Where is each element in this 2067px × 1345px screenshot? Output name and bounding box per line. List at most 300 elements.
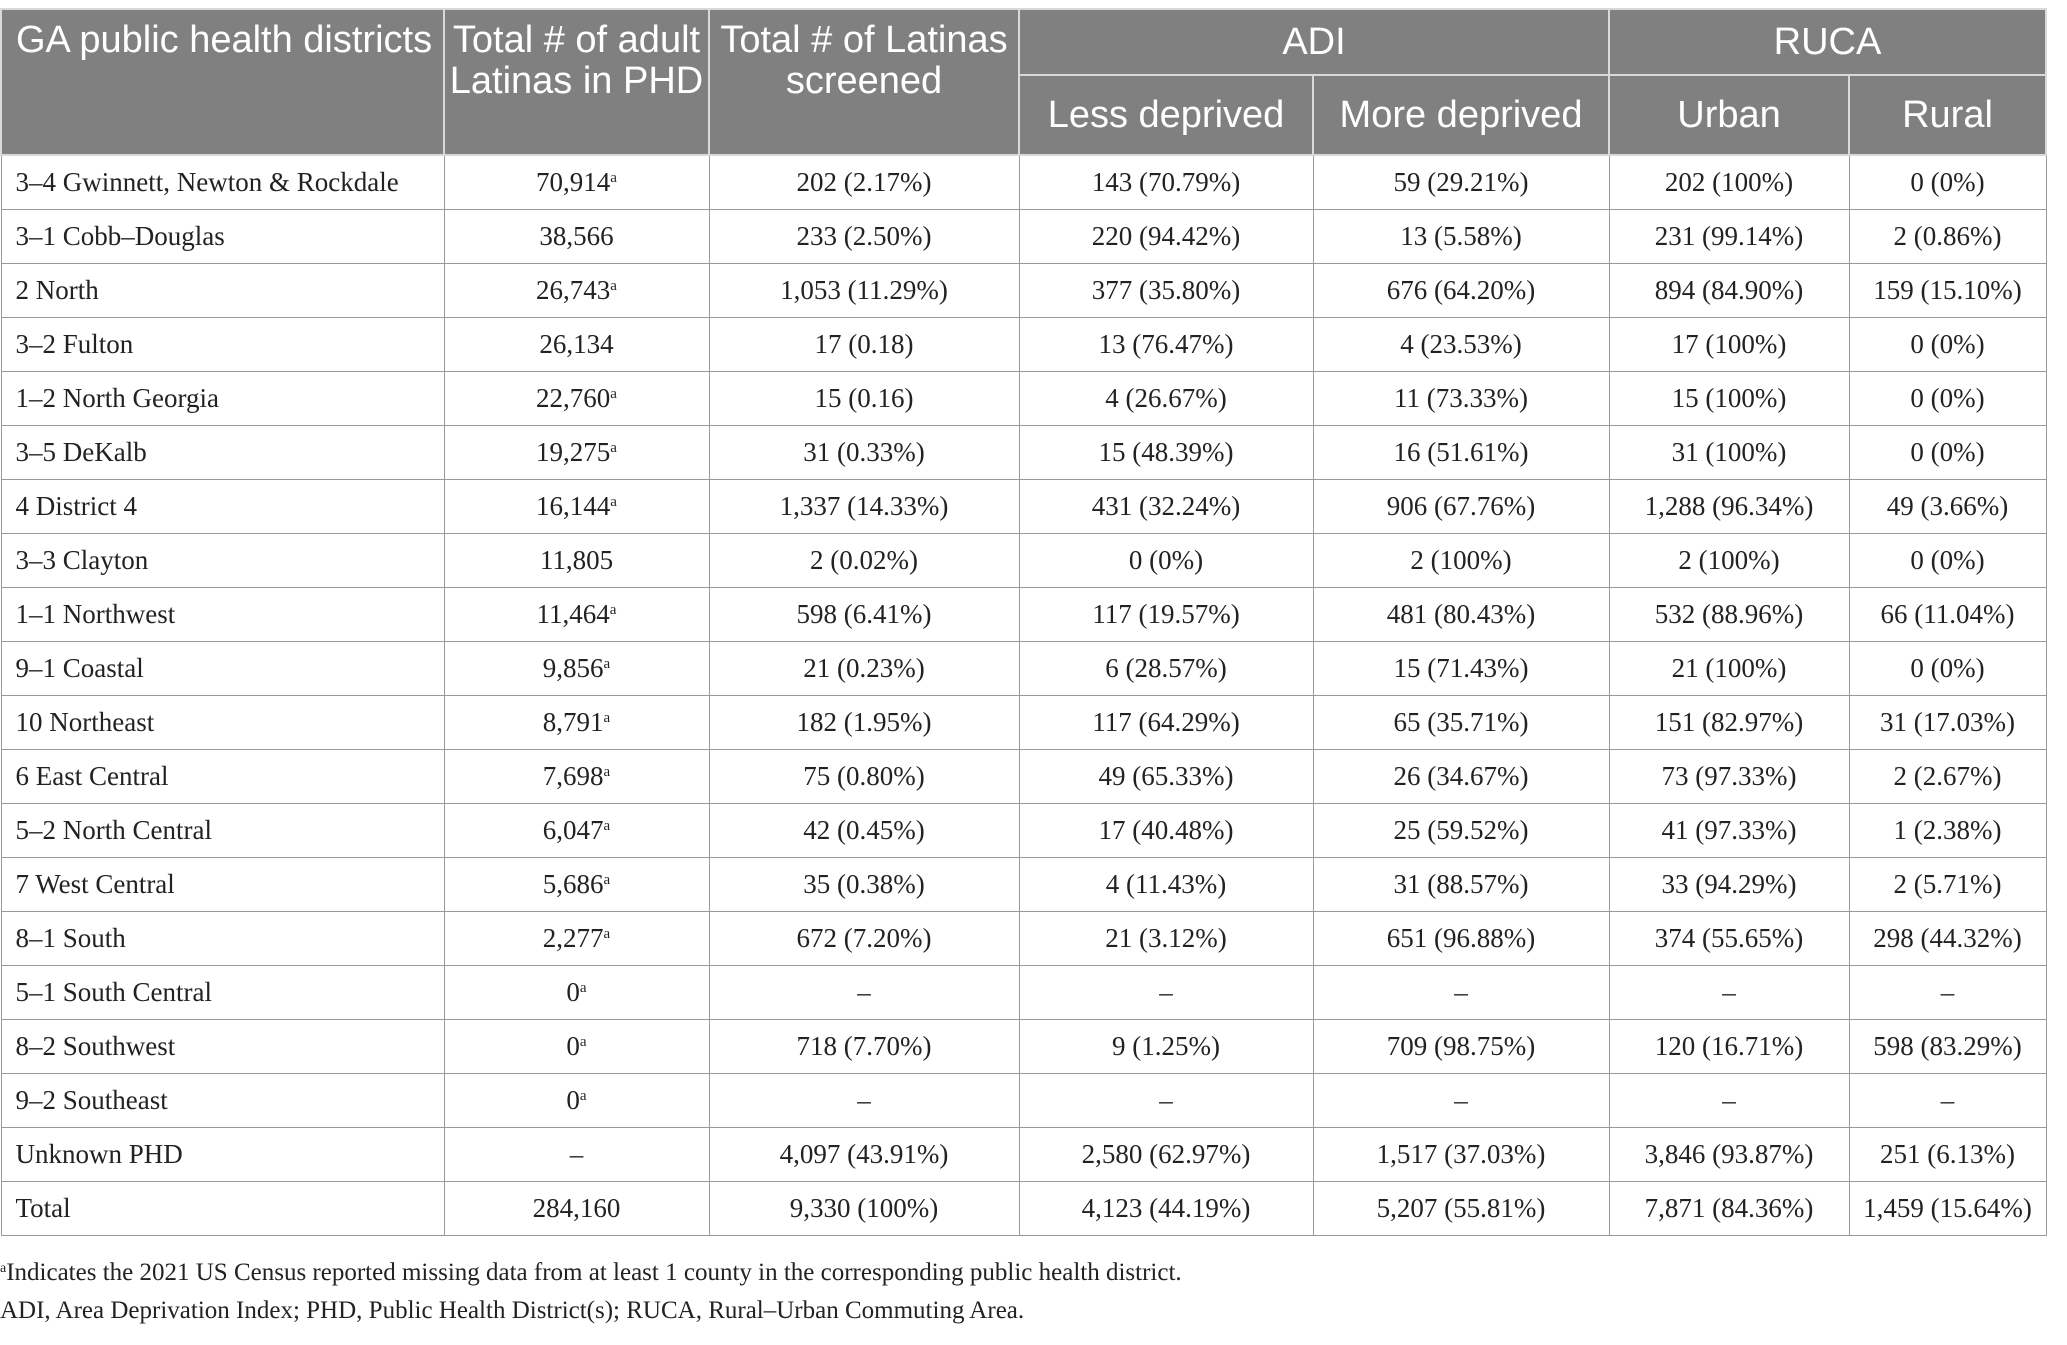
cell-more-deprived bbox=[1313, 1020, 1609, 1074]
cell-district bbox=[1, 1182, 444, 1236]
cell-rural bbox=[1849, 804, 2046, 858]
cell-district-value: 9–2 Southeast bbox=[15, 1085, 168, 1115]
cell-urban-value: 231 (99.14%) bbox=[1654, 221, 1804, 251]
cell-less-deprived bbox=[1019, 1020, 1313, 1074]
cell-more-deprived bbox=[1313, 426, 1609, 480]
cell-district bbox=[1, 480, 444, 534]
cell-urban-value: 21 (100%) bbox=[1671, 653, 1787, 683]
cell-urban bbox=[1609, 318, 1849, 372]
cell-less-deprived bbox=[1019, 1074, 1313, 1128]
table-row bbox=[1, 912, 2046, 966]
cell-district-value: 3–5 DeKalb bbox=[15, 437, 147, 467]
cell-less-deprived bbox=[1019, 588, 1313, 642]
header-rural: Rural bbox=[1849, 75, 2046, 155]
footnote-marker: a bbox=[603, 872, 611, 888]
cell-less-deprived bbox=[1019, 318, 1313, 372]
cell-screened bbox=[709, 966, 1019, 1020]
cell-district-value: 3–4 Gwinnett, Newton & Rockdale bbox=[15, 167, 399, 197]
cell-screened bbox=[709, 642, 1019, 696]
cell-less-deprived-value: 2,580 (62.97%) bbox=[1081, 1139, 1251, 1169]
footnote-marker: a bbox=[610, 494, 617, 510]
cell-total-adult bbox=[444, 318, 709, 372]
cell-more-deprived bbox=[1313, 696, 1609, 750]
cell-total-adult bbox=[444, 588, 709, 642]
table-row bbox=[1, 588, 2046, 642]
table-row bbox=[1, 534, 2046, 588]
cell-district-value: 3–1 Cobb–Douglas bbox=[15, 221, 225, 251]
cell-rural-value: 2 (2.67%) bbox=[1893, 761, 2002, 791]
cell-urban-value: 41 (97.33%) bbox=[1661, 815, 1797, 845]
cell-urban-value: 7,871 (84.36%) bbox=[1644, 1193, 1814, 1223]
footnote-marker: a bbox=[610, 278, 617, 294]
cell-district-value: 9–1 Coastal bbox=[15, 653, 144, 683]
cell-more-deprived-value: 25 (59.52%) bbox=[1393, 815, 1529, 845]
cell-total-adult bbox=[444, 372, 709, 426]
cell-more-deprived-value: 481 (80.43%) bbox=[1386, 599, 1536, 629]
cell-rural bbox=[1849, 534, 2046, 588]
cell-more-deprived bbox=[1313, 155, 1609, 210]
cell-rural-value: 49 (3.66%) bbox=[1886, 491, 2009, 521]
cell-rural bbox=[1849, 372, 2046, 426]
cell-total-adult-value: – bbox=[569, 1139, 584, 1169]
cell-rural-value: 0 (0%) bbox=[1910, 437, 1985, 467]
cell-district bbox=[1, 534, 444, 588]
cell-urban-value: 202 (100%) bbox=[1664, 167, 1794, 197]
cell-district-value: 5–2 North Central bbox=[15, 815, 212, 845]
cell-less-deprived-value: – bbox=[1159, 977, 1173, 1007]
cell-screened bbox=[709, 264, 1019, 318]
cell-district bbox=[1, 1020, 444, 1074]
cell-screened bbox=[709, 534, 1019, 588]
cell-less-deprived bbox=[1019, 858, 1313, 912]
cell-urban bbox=[1609, 426, 1849, 480]
cell-screened bbox=[709, 1182, 1019, 1236]
cell-district-value: 1–1 Northwest bbox=[15, 599, 176, 629]
cell-more-deprived bbox=[1313, 264, 1609, 318]
cell-screened-value: 202 (2.17%) bbox=[796, 167, 932, 197]
cell-screened bbox=[709, 750, 1019, 804]
cell-screened-value: 672 (7.20%) bbox=[796, 923, 932, 953]
cell-less-deprived bbox=[1019, 264, 1313, 318]
cell-rural bbox=[1849, 1020, 2046, 1074]
cell-district-value: 2 North bbox=[15, 275, 99, 305]
cell-less-deprived-value: 13 (76.47%) bbox=[1098, 329, 1234, 359]
cell-rural-value: 0 (0%) bbox=[1910, 653, 1985, 683]
table-row bbox=[1, 858, 2046, 912]
footnote-marker: a bbox=[0, 1261, 7, 1276]
cell-less-deprived bbox=[1019, 210, 1313, 264]
footnote-marker: a bbox=[603, 764, 611, 780]
footnote-marker: a bbox=[579, 1088, 587, 1104]
table-row bbox=[1, 372, 2046, 426]
cell-total-adult-value: 5,686 bbox=[542, 869, 604, 899]
cell-total-adult-value: 0 bbox=[566, 1031, 580, 1061]
cell-district bbox=[1, 210, 444, 264]
cell-total-adult-value: 7,698 bbox=[542, 761, 604, 791]
cell-urban bbox=[1609, 966, 1849, 1020]
cell-more-deprived bbox=[1313, 1182, 1609, 1236]
cell-rural bbox=[1849, 210, 2046, 264]
cell-less-deprived-value: 9 (1.25%) bbox=[1112, 1031, 1220, 1061]
cell-urban bbox=[1609, 264, 1849, 318]
cell-rural bbox=[1849, 750, 2046, 804]
cell-screened bbox=[709, 480, 1019, 534]
cell-total-adult-value: 2,277 bbox=[542, 923, 604, 953]
cell-rural-value: 0 (0%) bbox=[1910, 167, 1985, 197]
cell-total-adult-value: 9,856 bbox=[542, 653, 604, 683]
cell-rural-value: 251 (6.13%) bbox=[1880, 1139, 2015, 1169]
cell-total-adult bbox=[444, 858, 709, 912]
cell-urban bbox=[1609, 912, 1849, 966]
header-adi-group: ADI bbox=[1019, 9, 1609, 75]
cell-district bbox=[1, 318, 444, 372]
cell-total-adult bbox=[444, 696, 709, 750]
cell-more-deprived-value: 4 (23.53%) bbox=[1400, 329, 1522, 359]
cell-total-adult-value: 11,464 bbox=[536, 599, 610, 629]
cell-more-deprived bbox=[1313, 804, 1609, 858]
cell-more-deprived-value: 26 (34.67%) bbox=[1393, 761, 1529, 791]
table-row bbox=[1, 155, 2046, 210]
cell-district bbox=[1, 264, 444, 318]
cell-screened-value: – bbox=[857, 1085, 871, 1115]
cell-district bbox=[1, 1128, 444, 1182]
cell-district-value: 5–1 South Central bbox=[15, 977, 212, 1007]
cell-more-deprived bbox=[1313, 912, 1609, 966]
footnote-marker: a bbox=[609, 602, 617, 618]
cell-more-deprived bbox=[1313, 588, 1609, 642]
cell-screened bbox=[709, 372, 1019, 426]
cell-less-deprived bbox=[1019, 1128, 1313, 1182]
cell-rural-value: 598 (83.29%) bbox=[1873, 1031, 2022, 1061]
cell-screened-value: 35 (0.38%) bbox=[803, 869, 925, 899]
cell-urban bbox=[1609, 588, 1849, 642]
cell-district bbox=[1, 696, 444, 750]
cell-more-deprived-value: – bbox=[1454, 977, 1468, 1007]
cell-less-deprived-value: 377 (35.80%) bbox=[1091, 275, 1241, 305]
table-footnotes bbox=[0, 1254, 2045, 1330]
cell-district-value: 3–3 Clayton bbox=[15, 545, 149, 575]
cell-district bbox=[1, 804, 444, 858]
table-body bbox=[1, 155, 2046, 1236]
cell-total-adult bbox=[444, 912, 709, 966]
footnote-abbreviations: ADI, Area Deprivation Index; PHD, Public Health District(s); RUCA, Rural–Urban Commuting Area. bbox=[0, 1297, 1025, 1324]
cell-district-value: 3–2 Fulton bbox=[15, 329, 134, 359]
cell-urban bbox=[1609, 1020, 1849, 1074]
footnote-marker: a bbox=[579, 1034, 587, 1050]
cell-total-adult-value: 22,760 bbox=[536, 383, 611, 413]
cell-less-deprived bbox=[1019, 372, 1313, 426]
cell-total-adult bbox=[444, 642, 709, 696]
cell-more-deprived bbox=[1313, 750, 1609, 804]
footnote-a bbox=[0, 1254, 2045, 1292]
cell-screened-value: 233 (2.50%) bbox=[796, 221, 932, 251]
cell-less-deprived-value: 431 (32.24%) bbox=[1091, 491, 1241, 521]
cell-more-deprived bbox=[1313, 480, 1609, 534]
cell-screened-value: 9,330 (100%) bbox=[789, 1193, 939, 1223]
cell-screened bbox=[709, 804, 1019, 858]
cell-screened bbox=[709, 1128, 1019, 1182]
cell-total-adult-value: 19,275 bbox=[536, 437, 611, 467]
cell-total-adult-value: 16,144 bbox=[536, 491, 611, 521]
cell-urban-value: 3,846 (93.87%) bbox=[1644, 1139, 1814, 1169]
header-less-deprived: Less deprived bbox=[1019, 75, 1313, 155]
cell-screened-value: 75 (0.80%) bbox=[803, 761, 925, 791]
cell-total-adult bbox=[444, 966, 709, 1020]
cell-less-deprived bbox=[1019, 912, 1313, 966]
cell-more-deprived bbox=[1313, 372, 1609, 426]
cell-urban bbox=[1609, 1128, 1849, 1182]
cell-urban-value: 120 (16.71%) bbox=[1654, 1031, 1804, 1061]
cell-less-deprived-value: 143 (70.79%) bbox=[1091, 167, 1241, 197]
table-row bbox=[1, 1182, 2046, 1236]
cell-screened-value: 17 (0.18) bbox=[814, 329, 914, 359]
cell-urban-value: 17 (100%) bbox=[1671, 329, 1787, 359]
cell-more-deprived-value: 15 (71.43%) bbox=[1393, 653, 1529, 683]
cell-rural bbox=[1849, 966, 2046, 1020]
cell-urban-value: 1,288 (96.34%) bbox=[1644, 491, 1814, 521]
cell-more-deprived-value: 5,207 (55.81%) bbox=[1376, 1193, 1546, 1223]
cell-district bbox=[1, 1074, 444, 1128]
cell-less-deprived bbox=[1019, 534, 1313, 588]
cell-district bbox=[1, 155, 444, 210]
cell-less-deprived-value: 49 (65.33%) bbox=[1098, 761, 1234, 791]
cell-rural bbox=[1849, 1074, 2046, 1128]
cell-more-deprived-value: 13 (5.58%) bbox=[1400, 221, 1522, 251]
cell-less-deprived-value: 4 (26.67%) bbox=[1105, 383, 1227, 413]
cell-screened-value: 42 (0.45%) bbox=[803, 815, 925, 845]
cell-rural-value: 0 (0%) bbox=[1910, 329, 1985, 359]
cell-total-adult bbox=[444, 1128, 709, 1182]
cell-less-deprived bbox=[1019, 966, 1313, 1020]
cell-less-deprived bbox=[1019, 1182, 1313, 1236]
cell-rural-value: – bbox=[1940, 1085, 1955, 1115]
cell-urban bbox=[1609, 372, 1849, 426]
cell-screened-value: 182 (1.95%) bbox=[796, 707, 932, 737]
cell-screened bbox=[709, 588, 1019, 642]
cell-rural bbox=[1849, 642, 2046, 696]
cell-urban-value: 2 (100%) bbox=[1678, 545, 1780, 575]
cell-more-deprived-value: 709 (98.75%) bbox=[1386, 1031, 1536, 1061]
cell-total-adult-value: 0 bbox=[566, 1085, 580, 1115]
cell-screened-value: 15 (0.16) bbox=[814, 383, 914, 413]
table-row bbox=[1, 480, 2046, 534]
cell-more-deprived-value: 906 (67.76%) bbox=[1386, 491, 1536, 521]
cell-urban bbox=[1609, 1182, 1849, 1236]
cell-more-deprived-value: 676 (64.20%) bbox=[1386, 275, 1536, 305]
cell-rural bbox=[1849, 696, 2046, 750]
table-row bbox=[1, 1020, 2046, 1074]
cell-screened bbox=[709, 912, 1019, 966]
cell-rural-value: 2 (5.71%) bbox=[1893, 869, 2002, 899]
cell-more-deprived-value: 2 (100%) bbox=[1410, 545, 1512, 575]
cell-rural bbox=[1849, 480, 2046, 534]
footnote-marker: a bbox=[610, 386, 617, 402]
cell-less-deprived-value: 0 (0%) bbox=[1128, 545, 1204, 575]
cell-less-deprived bbox=[1019, 750, 1313, 804]
table-row bbox=[1, 696, 2046, 750]
cell-rural-value: 0 (0%) bbox=[1910, 383, 1985, 413]
cell-screened-value: – bbox=[857, 977, 871, 1007]
cell-district-value: Unknown PHD bbox=[15, 1139, 183, 1169]
cell-district-value: 6 East Central bbox=[15, 761, 169, 791]
cell-screened-value: 1,053 (11.29%) bbox=[780, 275, 948, 305]
cell-screened bbox=[709, 318, 1019, 372]
cell-total-adult bbox=[444, 804, 709, 858]
cell-total-adult bbox=[444, 210, 709, 264]
cell-rural-value: – bbox=[1940, 977, 1955, 1007]
cell-total-adult bbox=[444, 534, 709, 588]
footnote-marker: a bbox=[603, 656, 611, 672]
cell-rural bbox=[1849, 912, 2046, 966]
cell-total-adult bbox=[444, 155, 709, 210]
header-total-adult: Total # of adult Latinas in PHD bbox=[444, 9, 709, 155]
cell-more-deprived bbox=[1313, 1128, 1609, 1182]
data-table-container bbox=[0, 8, 2045, 1236]
cell-urban bbox=[1609, 858, 1849, 912]
cell-screened-value: 31 (0.33%) bbox=[803, 437, 925, 467]
cell-rural bbox=[1849, 1128, 2046, 1182]
cell-screened-value: 718 (7.70%) bbox=[796, 1031, 932, 1061]
cell-urban bbox=[1609, 642, 1849, 696]
table-row bbox=[1, 1074, 2046, 1128]
cell-screened-value: 4,097 (43.91%) bbox=[779, 1139, 949, 1169]
cell-less-deprived bbox=[1019, 426, 1313, 480]
table-row bbox=[1, 750, 2046, 804]
cell-more-deprived bbox=[1313, 966, 1609, 1020]
cell-rural bbox=[1849, 858, 2046, 912]
table-row bbox=[1, 804, 2046, 858]
cell-less-deprived bbox=[1019, 642, 1313, 696]
cell-urban-value: 31 (100%) bbox=[1671, 437, 1787, 467]
cell-urban-value: 15 (100%) bbox=[1671, 383, 1787, 413]
cell-total-adult bbox=[444, 1020, 709, 1074]
cell-district-value: 8–2 Southwest bbox=[15, 1031, 176, 1061]
cell-rural-value: 31 (17.03%) bbox=[1880, 707, 2015, 737]
footnote-marker: a bbox=[610, 170, 617, 186]
cell-screened bbox=[709, 1074, 1019, 1128]
cell-screened bbox=[709, 210, 1019, 264]
cell-total-adult-value: 38,566 bbox=[539, 221, 614, 251]
cell-rural-value: 1 (2.38%) bbox=[1893, 815, 2002, 845]
footnote-marker: a bbox=[610, 440, 617, 456]
cell-district bbox=[1, 588, 444, 642]
cell-screened-value: 2 (0.02%) bbox=[810, 545, 918, 575]
cell-screened bbox=[709, 155, 1019, 210]
cell-total-adult bbox=[444, 426, 709, 480]
cell-total-adult bbox=[444, 264, 709, 318]
cell-urban bbox=[1609, 210, 1849, 264]
cell-district-value: 4 District 4 bbox=[15, 491, 137, 521]
cell-rural-value: 159 (15.10%) bbox=[1873, 275, 2022, 305]
cell-district bbox=[1, 426, 444, 480]
cell-rural-value: 298 (44.32%) bbox=[1873, 923, 2022, 953]
cell-urban-value: – bbox=[1722, 1085, 1736, 1115]
cell-total-adult-value: 26,743 bbox=[536, 275, 611, 305]
cell-rural-value: 66 (11.04%) bbox=[1880, 599, 2015, 629]
footnote-marker: a bbox=[603, 818, 611, 834]
header-total-screened: Total # of Latinas screened bbox=[709, 9, 1019, 155]
cell-less-deprived-value: – bbox=[1159, 1085, 1173, 1115]
cell-district-value: 8–1 South bbox=[15, 923, 126, 953]
table-header bbox=[1, 9, 2046, 155]
cell-screened-value: 21 (0.23%) bbox=[803, 653, 925, 683]
cell-district-value: Total bbox=[15, 1193, 71, 1223]
table-row bbox=[1, 426, 2046, 480]
cell-more-deprived-value: – bbox=[1454, 1085, 1468, 1115]
cell-urban-value: 374 (55.65%) bbox=[1654, 923, 1804, 953]
cell-district bbox=[1, 912, 444, 966]
cell-screened bbox=[709, 696, 1019, 750]
cell-rural-value: 0 (0%) bbox=[1910, 545, 1985, 575]
cell-rural bbox=[1849, 426, 2046, 480]
cell-more-deprived-value: 31 (88.57%) bbox=[1393, 869, 1529, 899]
cell-total-adult-value: 284,160 bbox=[532, 1193, 621, 1223]
footnote-a-text: Indicates the 2021 US Census reported missing data from at least 1 county in the corresponding public health district. bbox=[6, 1259, 1182, 1286]
cell-urban-value: – bbox=[1722, 977, 1736, 1007]
cell-less-deprived bbox=[1019, 696, 1313, 750]
cell-district bbox=[1, 372, 444, 426]
cell-less-deprived bbox=[1019, 804, 1313, 858]
footnote-marker: a bbox=[603, 710, 611, 726]
cell-urban-value: 73 (97.33%) bbox=[1661, 761, 1797, 791]
cell-total-adult bbox=[444, 750, 709, 804]
cell-rural-value: 2 (0.86%) bbox=[1893, 221, 2002, 251]
cell-urban-value: 894 (84.90%) bbox=[1654, 275, 1804, 305]
cell-more-deprived-value: 651 (96.88%) bbox=[1386, 923, 1536, 953]
cell-more-deprived bbox=[1313, 858, 1609, 912]
table-row bbox=[1, 642, 2046, 696]
cell-screened-value: 1,337 (14.33%) bbox=[779, 491, 949, 521]
cell-more-deprived-value: 65 (35.71%) bbox=[1393, 707, 1529, 737]
cell-urban bbox=[1609, 155, 1849, 210]
cell-less-deprived-value: 4 (11.43%) bbox=[1105, 869, 1227, 899]
cell-less-deprived-value: 21 (3.12%) bbox=[1105, 923, 1227, 953]
table-row bbox=[1, 318, 2046, 372]
cell-more-deprived-value: 11 (73.33%) bbox=[1394, 383, 1528, 413]
cell-screened-value: 598 (6.41%) bbox=[796, 599, 932, 629]
cell-rural bbox=[1849, 155, 2046, 210]
cell-rural bbox=[1849, 1182, 2046, 1236]
cell-rural-value: 1,459 (15.64%) bbox=[1863, 1193, 2032, 1223]
cell-district bbox=[1, 966, 444, 1020]
cell-less-deprived-value: 15 (48.39%) bbox=[1098, 437, 1234, 467]
cell-total-adult bbox=[444, 1182, 709, 1236]
table-row bbox=[1, 1128, 2046, 1182]
cell-urban bbox=[1609, 804, 1849, 858]
cell-total-adult-value: 70,914 bbox=[536, 167, 611, 197]
cell-total-adult-value: 0 bbox=[566, 977, 580, 1007]
cell-urban-value: 151 (82.97%) bbox=[1654, 707, 1804, 737]
cell-district bbox=[1, 858, 444, 912]
cell-screened bbox=[709, 426, 1019, 480]
cell-total-adult-value: 6,047 bbox=[542, 815, 604, 845]
cell-district bbox=[1, 750, 444, 804]
cell-more-deprived bbox=[1313, 210, 1609, 264]
cell-total-adult-value: 11,805 bbox=[539, 545, 614, 575]
footnote-marker: a bbox=[603, 926, 611, 942]
header-district: GA public health districts bbox=[1, 9, 444, 155]
cell-more-deprived bbox=[1313, 1074, 1609, 1128]
cell-total-adult-value: 26,134 bbox=[539, 329, 614, 359]
cell-more-deprived bbox=[1313, 534, 1609, 588]
table-row bbox=[1, 264, 2046, 318]
cell-urban-value: 33 (94.29%) bbox=[1661, 869, 1797, 899]
cell-rural bbox=[1849, 588, 2046, 642]
cell-more-deprived bbox=[1313, 642, 1609, 696]
cell-less-deprived-value: 6 (28.57%) bbox=[1105, 653, 1227, 683]
cell-screened bbox=[709, 1020, 1019, 1074]
cell-district bbox=[1, 642, 444, 696]
